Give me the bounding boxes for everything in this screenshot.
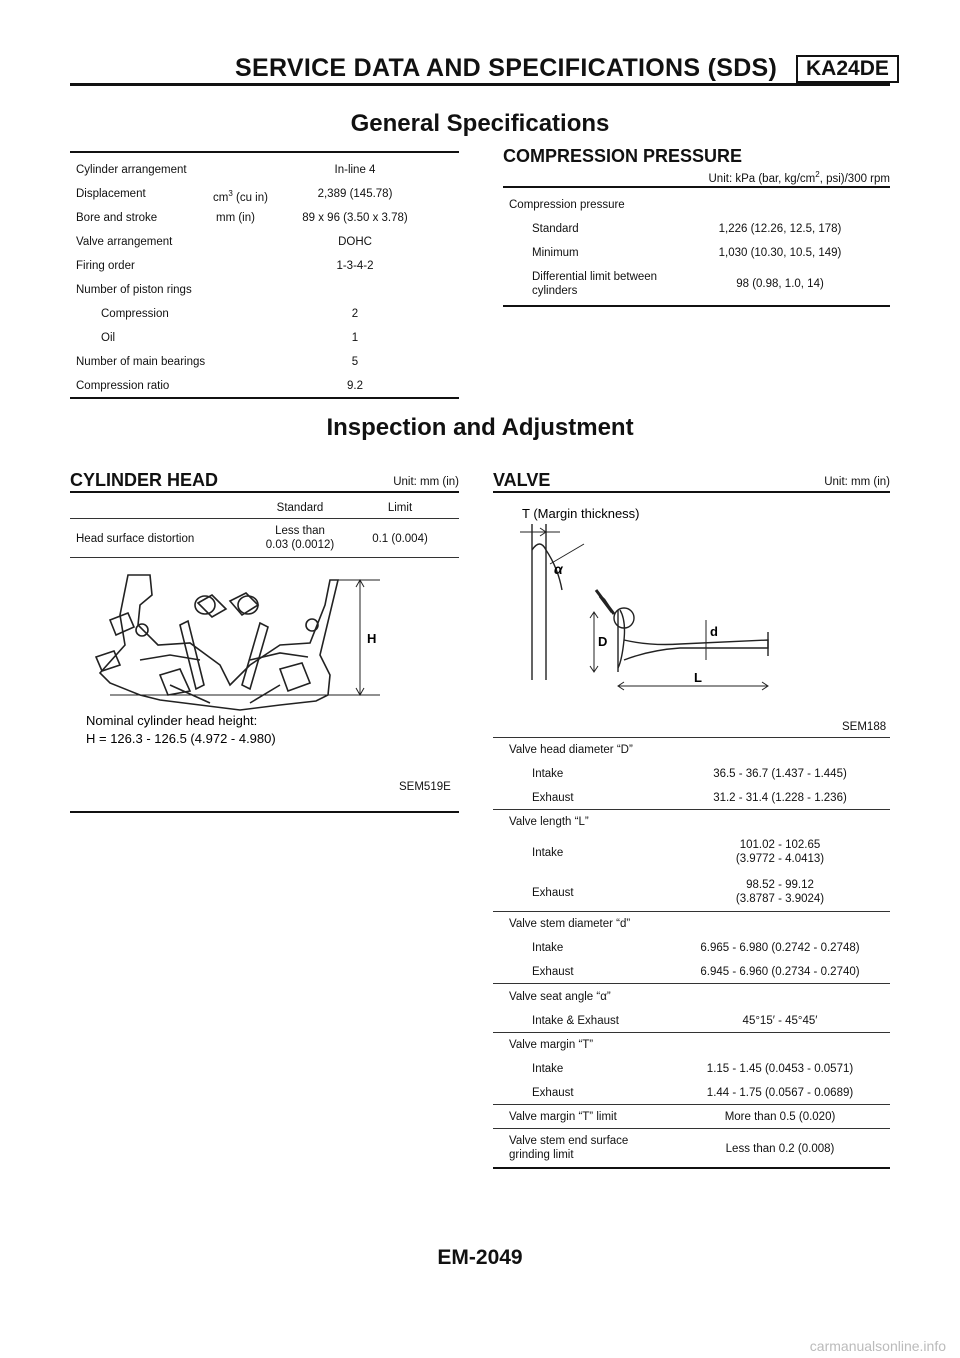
cyl-bottom-rule <box>70 811 459 813</box>
spec-label: Intake <box>532 768 564 780</box>
valve-stem-diameter-label: Valve stem diameter “d” <box>509 918 631 930</box>
cyl-row-rule <box>70 557 459 558</box>
gen-value: 1 <box>351 332 359 344</box>
gen-value: 9.2 <box>347 380 363 392</box>
header-rule <box>70 83 890 86</box>
gen-label: Firing order <box>76 260 135 272</box>
row-divider <box>493 1104 890 1105</box>
valve-bottom-rule <box>493 1167 890 1169</box>
head-distortion-standard: Less than 0.03 (0.0012) <box>265 525 335 551</box>
gen-label: Compression <box>101 308 169 320</box>
watermark: carmanualsonline.info <box>809 1338 946 1354</box>
valve-length-label: Valve length “L” <box>509 816 589 828</box>
valve-grinding-limit-label: Valve stem end surface grinding limit <box>509 1135 629 1161</box>
col-limit: Limit <box>387 502 413 514</box>
head-distortion-label: Head surface distortion <box>76 533 195 545</box>
row-divider <box>493 809 890 810</box>
spec-value: 31.2 - 31.4 (1.228 - 1.236) <box>713 792 847 804</box>
spec-value: 6.965 - 6.980 (0.2742 - 0.2748) <box>700 942 860 954</box>
spec-value: 36.5 - 36.7 (1.437 - 1.445) <box>713 768 847 780</box>
spec-value: 98.52 - 99.12 (3.8787 - 3.9024) <box>735 879 825 905</box>
gen-value: 5 <box>351 356 359 368</box>
gen-label: Valve arrangement <box>76 236 173 248</box>
comp-label: Standard <box>532 223 579 235</box>
spec-value: Less than 0.2 (0.008) <box>725 1143 835 1155</box>
comp-value: 98 (0.98, 1.0, 14) <box>736 278 824 290</box>
spec-label: Intake & Exhaust <box>532 1015 619 1027</box>
fig-label-alpha: α <box>554 561 563 577</box>
comp-label: Differential limit between cylinders <box>532 271 658 297</box>
spec-value: 1.44 - 1.75 (0.0567 - 0.0689) <box>706 1087 854 1099</box>
general-specs-title: General Specifications <box>350 110 610 137</box>
compression-top-rule <box>503 186 890 188</box>
cyl-header-rule <box>70 518 459 519</box>
row-divider <box>493 983 890 984</box>
gen-value: 89 x 96 (3.50 x 3.78) <box>302 212 408 224</box>
valve-head-diameter-label: Valve head diameter “D” <box>509 744 633 756</box>
fig-label-t: T (Margin thickness) <box>522 506 640 521</box>
spec-label: Exhaust <box>532 887 574 899</box>
cylinder-head-title: CYLINDER HEAD <box>70 470 219 490</box>
gen-unit: mm (in) <box>216 212 255 224</box>
spec-label: Intake <box>532 942 564 954</box>
valve-title: VALVE <box>493 470 551 490</box>
cylinder-head-fig-code: SEM519E <box>399 781 451 793</box>
valve-fig-rule <box>493 737 890 738</box>
col-standard: Standard <box>276 502 324 514</box>
gen-value: 1-3-4-2 <box>336 260 374 272</box>
gen-value: 2 <box>351 308 359 320</box>
gen-label: Bore and stroke <box>76 212 158 224</box>
cyl-top-rule <box>70 491 459 493</box>
engine-badge: KA24DE <box>796 55 899 83</box>
cylinder-head-unit: Unit: mm (in) <box>393 476 459 488</box>
gen-label: Compression ratio <box>76 380 170 392</box>
cylinder-head-caption-l1: Nominal cylinder head height: <box>86 713 258 728</box>
gen-label: Displacement <box>76 188 146 200</box>
compression-unit: Unit: kPa (bar, $kg/cm^2$, psi)/300 rpm <box>708 170 890 185</box>
valve-figure <box>500 500 800 700</box>
gen-label: Oil <box>101 332 116 344</box>
spec-value: 1.15 - 1.45 (0.0453 - 0.0571) <box>706 1063 854 1075</box>
gen-value: In-line 4 <box>334 164 376 176</box>
gen-value: DOHC <box>338 236 372 248</box>
gen-label: Cylinder arrangement <box>76 164 187 176</box>
fig-letter-h: H <box>367 631 377 646</box>
gen-label: Number of main bearings <box>76 356 206 368</box>
compression-title: COMPRESSION PRESSURE <box>503 146 743 166</box>
header-title: SERVICE DATA AND SPECIFICATIONS (SDS) <box>235 54 778 82</box>
spec-label: Exhaust <box>532 792 574 804</box>
comp-label: Minimum <box>532 247 579 259</box>
spec-value: More than 0.5 (0.020) <box>724 1111 836 1123</box>
valve-margin-label: Valve margin “T” <box>509 1039 594 1051</box>
row-divider <box>493 911 890 912</box>
spec-label: Exhaust <box>532 1087 574 1099</box>
spec-label: Intake <box>532 847 564 859</box>
comp-value: 1,030 (10.30, 10.5, 149) <box>718 247 842 259</box>
valve-margin-limit-label: Valve margin “T” limit <box>509 1111 617 1123</box>
inspection-title: Inspection and Adjustment <box>326 414 634 441</box>
gen-value: 2,389 (145.78) <box>317 188 393 200</box>
spec-value: 6.945 - 6.960 (0.2734 - 0.2740) <box>700 966 860 978</box>
spec-label: Exhaust <box>532 966 574 978</box>
spec-value: 101.02 - 102.65 (3.9772 - 4.0413) <box>735 839 825 865</box>
general-bottom-rule <box>70 397 459 399</box>
row-divider <box>493 1128 890 1129</box>
cylinder-head-figure <box>80 565 400 755</box>
general-top-rule <box>70 151 459 153</box>
cylinder-head-caption-l2: H = 126.3 - 126.5 (4.972 - 4.980) <box>86 731 276 746</box>
gen-label: Number of piston rings <box>76 284 192 296</box>
valve-seat-angle-label: Valve seat angle “α” <box>509 991 611 1003</box>
valve-top-rule <box>493 491 890 493</box>
gen-unit: $cm^3$ (cu in) <box>213 189 268 204</box>
spec-label: Intake <box>532 1063 564 1075</box>
valve-unit: Unit: mm (in) <box>824 476 890 488</box>
valve-fig-code: SEM188 <box>842 721 887 733</box>
fig-label-small-d: d <box>710 624 718 639</box>
row-divider <box>493 1032 890 1033</box>
fig-label-l: L <box>694 670 702 685</box>
comp-value: 1,226 (12.26, 12.5, 178) <box>718 223 842 235</box>
compression-bottom-rule <box>503 305 890 307</box>
fig-label-big-d: D <box>598 634 608 649</box>
compression-group-label: Compression pressure <box>509 199 625 211</box>
spec-value: 45°15′ - 45°45′ <box>742 1015 818 1027</box>
page-number: EM-2049 <box>437 1246 523 1269</box>
head-distortion-limit: 0.1 (0.004) <box>372 533 428 545</box>
